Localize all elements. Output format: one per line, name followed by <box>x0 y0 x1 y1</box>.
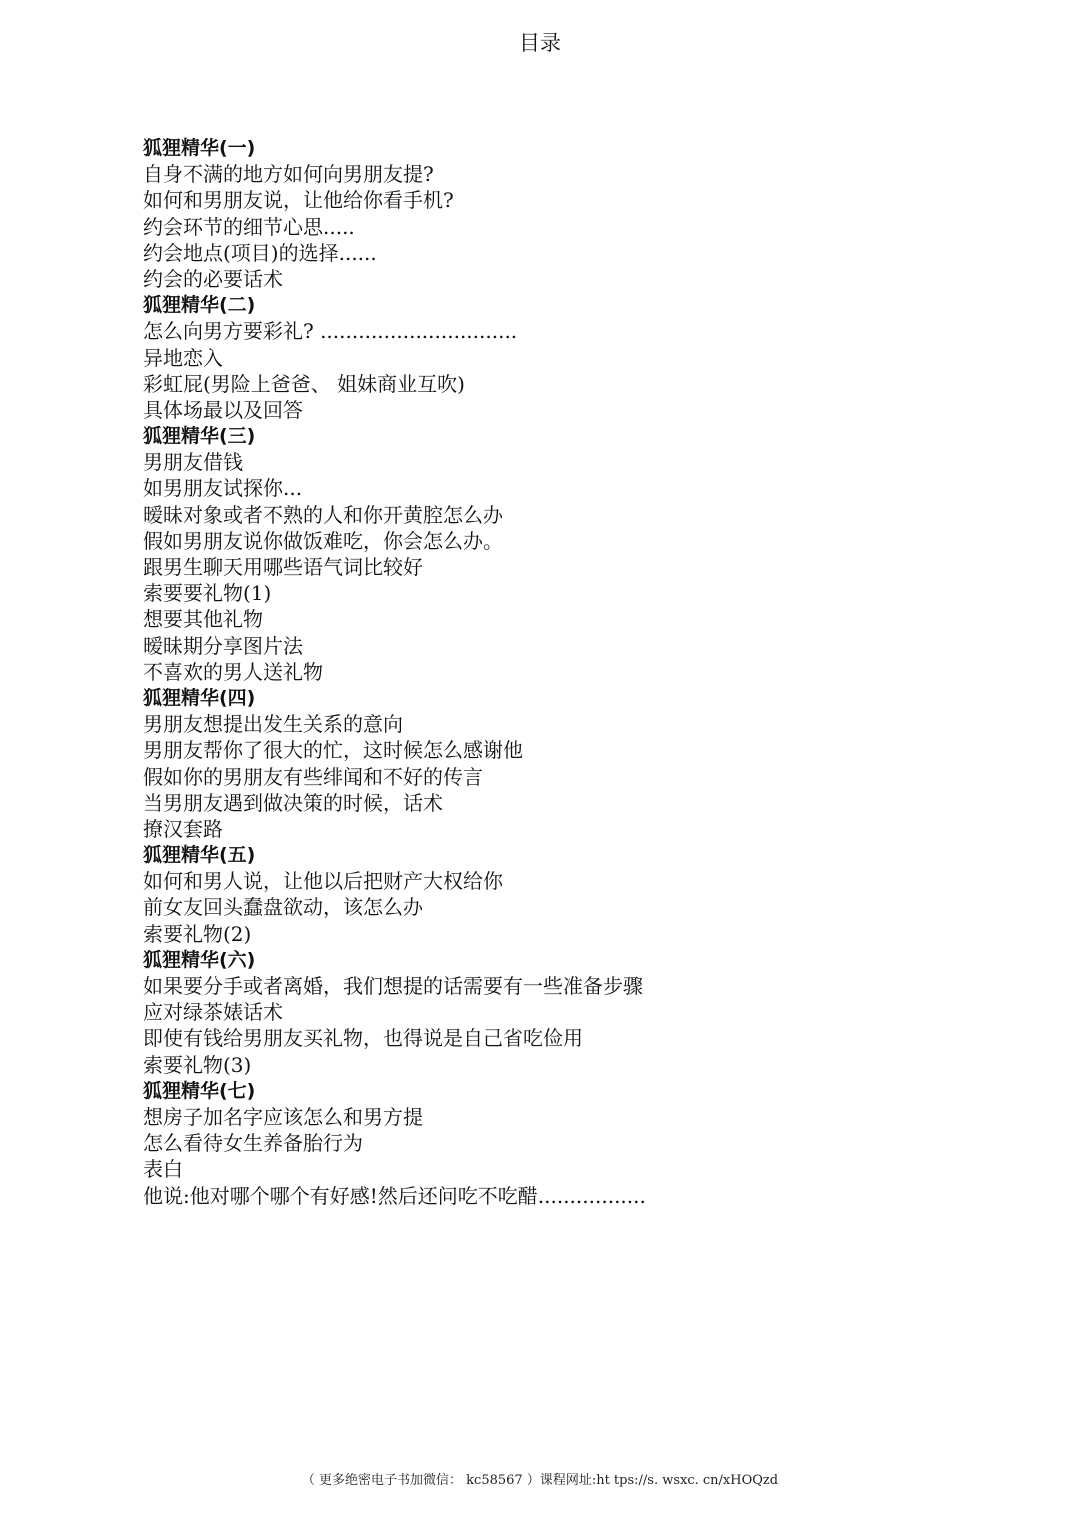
toc-section-heading: 狐狸精华(三) <box>143 425 256 448</box>
toc-entry: 如果要分手或者离婚，我们想提的话需要有一些准备步骤 <box>143 974 643 998</box>
toc-entry: 表白 <box>143 1157 183 1182</box>
toc-entry: 怎么向男方要彩礼? ............................... <box>143 319 518 344</box>
toc-entry: 前女友回头蠢盘欲动，该怎么办 <box>143 895 423 920</box>
toc-entry: 彩虹屁(男险上爸爸、 姐妹商业互吹) <box>143 371 465 396</box>
toc-entry: 当男朋友遇到做决策的时候，话术 <box>143 790 443 815</box>
toc-section-heading: 狐狸精华(七) <box>143 1079 256 1102</box>
toc-section-heading: 狐狸精华(一) <box>143 137 256 159</box>
page-title: 目录 <box>519 31 561 55</box>
toc-entry: 索要礼物(3) <box>143 1052 252 1077</box>
toc-entry: 如何和男朋友说，让他给你看手机? <box>143 188 454 213</box>
toc-entry: 假如你的男朋友有些绯闻和不好的传言 <box>143 764 483 789</box>
toc-entry: 跟男生聊天用哪些语气词比较好 <box>143 555 423 579</box>
toc-entry: 男朋友想提出发生关系的意向 <box>143 712 403 737</box>
toc-entry: 具体场最以及回答 <box>143 397 303 422</box>
toc-entry: 他说:他对哪个哪个有好感!然后还问吃不吃醋................. <box>143 1183 646 1208</box>
toc-entry: 即使有钱给男朋友买礼物，也得说是自己省吃俭用 <box>143 1026 583 1051</box>
toc-section-heading: 狐狸精华(四) <box>143 686 256 709</box>
toc-entry: 想房子加名字应该怎么和男方提 <box>143 1104 423 1129</box>
toc-section-heading: 狐狸精华(六) <box>143 948 256 971</box>
toc-entry: 撩汉套路 <box>143 816 223 841</box>
toc-section-heading: 狐狸精华(五) <box>143 844 256 867</box>
toc-section-heading: 狐狸精华(二) <box>143 294 256 317</box>
toc-entry: 不喜欢的男人送礼物 <box>143 659 323 684</box>
toc-entry: 约会环节的细节心思..... <box>143 214 355 239</box>
toc-entry: 怎么看待女生养备胎行为 <box>143 1131 363 1156</box>
toc-entry: 应对绿茶婊话术 <box>143 1000 283 1025</box>
toc-entry: 假如男朋友说你做饭难吃，你会怎么办。 <box>143 528 503 553</box>
table-of-contents <box>143 135 1003 1209</box>
toc-entry: 约会的必要话术 <box>143 266 283 291</box>
toc-entry: 暧昧期分享图片法 <box>143 633 303 658</box>
page-footer: （ 更多绝密电子书加微信： kc58567 ）课程网址:ht tps://s. wsxc. cn/xHOQzd <box>301 1473 779 1488</box>
toc-entry: 异地恋入 <box>143 345 223 370</box>
toc-entry: 索要要礼物(1) <box>143 581 272 606</box>
toc-entry: 男朋友借钱 <box>143 450 243 475</box>
toc-entry: 想要其他礼物 <box>143 607 263 632</box>
toc-entry: 暧昧对象或者不熟的人和你开黄腔怎么办 <box>143 502 503 527</box>
toc-entry: 如男朋友试探你... <box>143 476 303 501</box>
toc-entry: 索要礼物(2) <box>143 921 252 946</box>
toc-entry: 如何和男人说，让他以后把财产大权给你 <box>143 869 503 894</box>
toc-entry: 自身不满的地方如何向男朋友提? <box>143 162 434 187</box>
toc-entry: 约会地点(项目)的选择...... <box>143 240 377 265</box>
toc-entry: 男朋友帮你了很大的忙，这时候怎么感谢他 <box>143 738 523 763</box>
